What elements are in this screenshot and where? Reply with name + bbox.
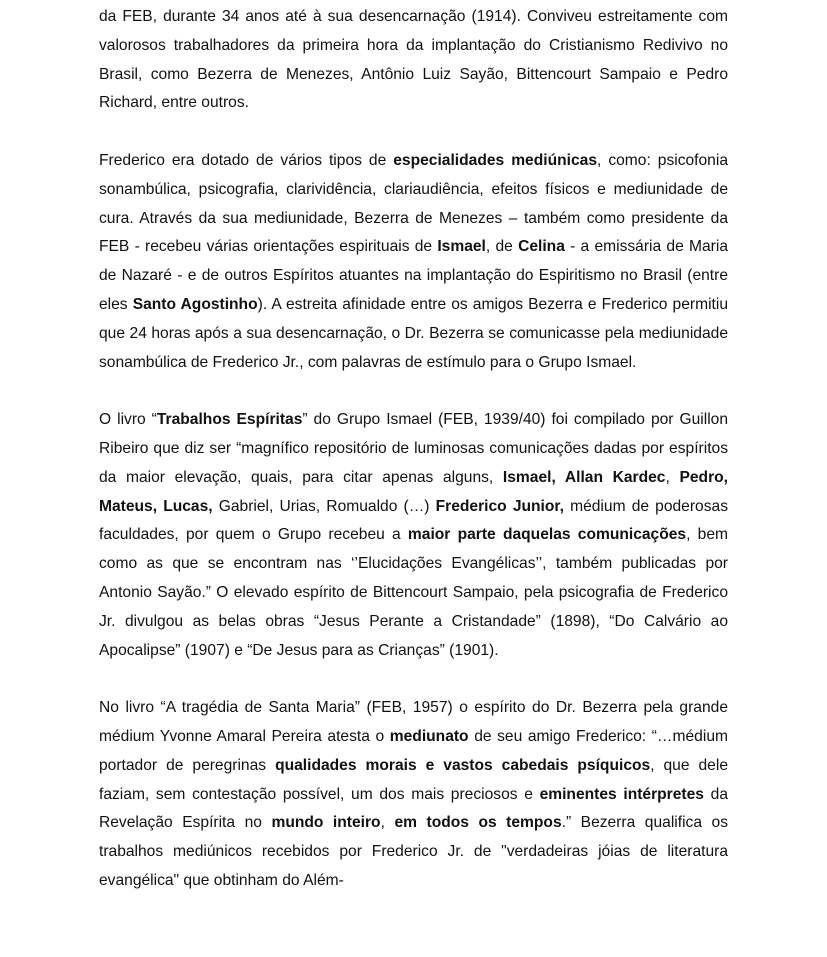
bold-text: especialidades mediúnicas <box>393 151 597 169</box>
paragraph-trabalhos-espiritas <box>99 406 728 665</box>
text-span: da FEB, durante 34 anos até à sua desencarnação (1914). Conviveu estreitamente com valorosos trabalhadores da primeira hora da implantação do Cristianismo Redivivo no Brasil, como Bezerra de Menezes, Antônio Luiz Sayão, Bittencourt Sampaio e Pedro Richard, entre outros. <box>99 8 728 112</box>
paragraph-feb-history <box>99 3 728 118</box>
bold-text: qualidades morais e vastos cabedais psíquicos <box>275 756 651 774</box>
bold-text: Pedro, Mateus, Lucas, <box>99 468 728 515</box>
text-span: , como: psicofonia sonambúlica, psicografia, clarividência, clariaudiência, efeitos físicos e mediunidade de cura. Através da sua mediunidade, Bezerra de Menezes – também como presidente da FEB - recebeu várias orientações espirituais de <box>99 151 728 256</box>
text-span: O livro “ <box>99 411 157 429</box>
bold-text: Celina <box>518 238 565 256</box>
text-span: .” Bezerra qualifica os trabalhos mediúnicos recebidos por Frederico Jr. de "verdadeiras jóias de literatura evangélica" que obtinham do Além- <box>99 814 729 889</box>
bold-text: Trabalhos Espíritas <box>156 411 303 429</box>
paragraph-tragedia-santa-maria <box>99 694 728 896</box>
text-span: Gabriel, Urias, Romualdo (…) <box>212 497 436 515</box>
text-span: , que dele faziam, sem contestação possível, um dos mais preciosos e <box>99 756 728 803</box>
bold-text: Santo Agostinho <box>132 295 258 313</box>
bold-text: maior parte daquelas comunicações <box>407 526 687 544</box>
bold-text: em todos os tempos <box>394 814 562 832</box>
bold-text: eminentes intérpretes <box>539 785 704 803</box>
document-page <box>99 3 728 925</box>
bold-text: mediunato <box>389 727 469 745</box>
bold-text: Frederico Junior, <box>435 497 564 515</box>
text-span: ” do Grupo Ismael (FEB, 1939/40) foi compilado por Guillon Ribeiro que diz ser “magnífico repositório de luminosas comunicações dadas por espíritos da maior elevação, quais, para citar apenas alguns, <box>99 411 729 486</box>
text-span: , <box>665 468 680 486</box>
text-span: No livro “A tragédia de Santa Maria” (FEB, 1957) o espírito do Dr. Bezerra pela grande médium Yvonne Amaral Pereira atesta o <box>99 699 728 745</box>
text-span: , de <box>485 238 519 256</box>
text-span: da Revelação Espírita no <box>99 785 728 832</box>
text-span: , bem como as que se encontram nas ‘’Elucidações Evangélicas’’, também publicadas por Antonio Sayão.” O elevado espírito de Bittencourt Sampaio, pela psicografia de Frederico Jr. divulgou as belas obras “Jesus Perante a Cristandade” (1898), “Do Calvário ao Apocalipse” (1907) e “De Jesus para as Crianças” (1901). <box>99 526 728 659</box>
paragraph-mediumship-specialties <box>99 147 728 377</box>
bold-text: Ismael, Allan Kardec <box>502 468 666 486</box>
bold-text: mundo inteiro <box>271 814 381 832</box>
text-span: - a emissária de Maria de Nazaré - e de outros Espíritos atuantes na implantação do Espiritismo no Brasil (entre eles <box>99 238 729 313</box>
text-span: ). A estreita afinidade entre os amigos Bezerra e Frederico permitiu que 24 horas após a sua desencarnação, o Dr. Bezerra se comunicasse pela mediunidade sonambúlica de Frederico Jr., com palavras de estímulo para o Grupo Ismael. <box>99 295 729 371</box>
text-span: médium de poderosas faculdades, por quem o Grupo recebeu a <box>99 497 728 544</box>
text-span: de seu amigo Frederico: “…médium portador de peregrinas <box>99 727 728 774</box>
bold-text: Ismael <box>437 238 486 256</box>
text-span: Frederico era dotado de vários tipos de <box>99 151 394 169</box>
text-span: , <box>380 814 395 832</box>
